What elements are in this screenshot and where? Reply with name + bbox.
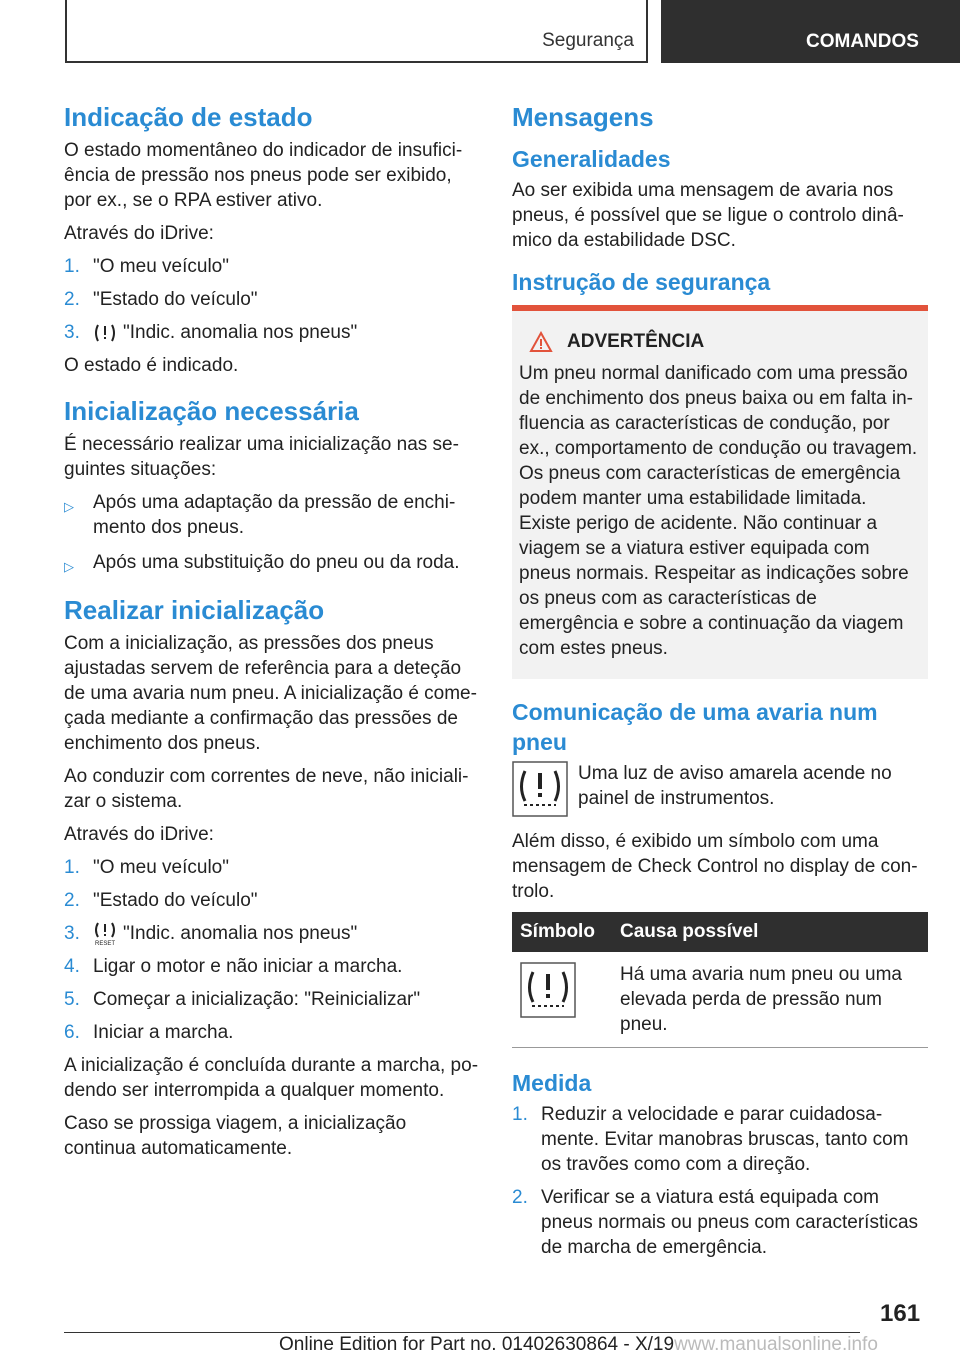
symbol-table xyxy=(512,912,928,1048)
tire-pressure-warning-icon xyxy=(512,761,568,817)
header-section-label: Segurança xyxy=(542,30,634,51)
warning-box xyxy=(512,305,928,679)
list-item: 1. "O meu veículo" xyxy=(64,857,229,878)
init-needed-title: Inicialização necessária xyxy=(64,396,359,426)
header-chapter-label: COMANDOS xyxy=(806,31,919,52)
list-item: 1. "O meu veículo" xyxy=(64,256,229,277)
status-p1: O estado momentâneo do indicador de insuficiência de pressão nos pneus pode ser exibido, por ex., se o RPA estiver ativo. xyxy=(64,140,463,211)
init-needed-p1: É necessário realizar uma inicialização nas seguintes situações: xyxy=(64,434,459,480)
report-p2: Além disso, é exibido um símbolo com uma mensagem de Check Control no display de controlo. xyxy=(512,831,918,902)
list-item: 6. Iniciar a marcha. xyxy=(64,1022,234,1043)
warning-head xyxy=(529,331,920,353)
table-cell-symbol xyxy=(512,952,612,1048)
page-number: 161 xyxy=(880,1300,921,1327)
general-title: Generalidades xyxy=(512,146,671,172)
list-item: 5. Começar a inicialização: "Reinicializar" xyxy=(64,989,421,1010)
bullet-triangle-icon: ▷ xyxy=(64,499,74,514)
table-row xyxy=(512,952,928,1048)
do-init-p3: Através do iDrive: xyxy=(64,824,214,845)
measure-steps xyxy=(512,1102,928,1260)
warning-label: ADVERTÊNCIA xyxy=(567,331,705,352)
status-title: Indicação de estado xyxy=(64,102,313,132)
do-init-p2: Ao conduzir com correntes de neve, não inicializar o sistema. xyxy=(64,766,469,812)
list-item: 2. "Estado do veículo" xyxy=(64,890,258,911)
safety-title: Instrução de segurança xyxy=(512,269,771,295)
status-steps xyxy=(64,254,479,345)
do-init-title: Realizar inicialização xyxy=(64,595,325,625)
warning-text: Um pneu normal danificado com uma pressão de enchimento dos pneus baixa ou em falta influencia as características de condução, por ex., comportamento de condução ou travagem. Os pneus com características de emergência podem manter uma estabilidade limitada. Existe perigo de acidente. Não continuar a viagem se a viatura estiver equipada com pneus normais. Respeitar as indicações sobre os pneus com as características de emergência e sobre a continuação da viagem com estes pneus. xyxy=(519,363,918,659)
header-chapter xyxy=(661,0,960,63)
list-item: 4. Ligar o motor e não iniciar a marcha. xyxy=(64,956,403,977)
list-item: 1. Reduzir a velocidade e parar cuidadosamente. Evitar manobras bruscas, tanto com os travões como com a direção. xyxy=(512,1104,909,1175)
do-init-p1: Com a inicialização, as pressões dos pneus ajustadas servem de referência para a deteção de uma avaria num pneu. A inicialização é começada mediante a confirmação das pressões de enchimento dos pneus. xyxy=(64,633,477,754)
footer xyxy=(279,1334,878,1356)
tire-pressure-warning-icon xyxy=(520,962,576,1018)
left-column xyxy=(64,100,479,1169)
tire-reset-icon xyxy=(93,922,117,946)
general-p1: Ao ser exibida uma mensagem de avaria nos pneus, é possível que se ligue o controlo dinâmico da estabilidade DSC. xyxy=(512,180,904,251)
measure-title: Medida xyxy=(512,1070,592,1096)
status-p2: Através do iDrive: xyxy=(64,223,214,244)
do-init-p4: A inicialização é concluída durante a marcha, podendo ser interrompida a qualquer momento. xyxy=(64,1055,479,1101)
right-column xyxy=(512,100,928,1268)
warning-triangle-icon xyxy=(529,331,553,353)
table-header-cause: Causa possível xyxy=(612,912,928,952)
svg-text:RESET: RESET xyxy=(94,940,116,946)
list-item: ▷ Após uma substituição do pneu ou da roda. xyxy=(64,550,479,579)
tpm-row xyxy=(512,761,928,817)
status-p3: O estado é indicado. xyxy=(64,355,239,376)
list-item: 2. "Estado do veículo" xyxy=(64,289,258,310)
report-p1: Uma luz de aviso amarela acende no painel de instrumentos. xyxy=(578,763,892,809)
tire-warning-icon xyxy=(93,322,117,344)
bullet-triangle-icon: ▷ xyxy=(64,559,74,574)
init-needed-bullets xyxy=(64,490,479,579)
table-header-row xyxy=(512,912,928,952)
footer-divider xyxy=(64,1332,860,1333)
report-title: Comunicação de uma avaria num pneu xyxy=(512,699,878,755)
list-item: 2. Verificar se a viatura está equipada com pneus normais ou pneus com características de marcha de emergência. xyxy=(512,1187,919,1258)
footer-edition: Online Edition for Part no. 01402630864 - X/19 xyxy=(279,1334,675,1355)
header-section xyxy=(65,0,648,63)
list-item: 3. RESET "Indic. anomalia nos pneus" xyxy=(64,923,358,946)
warning-bar xyxy=(512,305,928,311)
watermark: www.manualsonline.info xyxy=(674,1334,878,1355)
table-header-symbol: Símbolo xyxy=(512,912,612,952)
table-cell-cause: Há uma avaria num pneu ou uma elevada perda de pressão num pneu. xyxy=(612,952,928,1048)
list-item: ▷ Após uma adaptação da pressão de enchimento dos pneus. xyxy=(64,492,456,538)
do-init-p5: Caso se prossiga viagem, a inicialização continua automaticamente. xyxy=(64,1113,407,1159)
list-item: 3. "Indic. anomalia nos pneus" xyxy=(64,322,358,343)
messages-title: Mensagens xyxy=(512,102,654,132)
do-init-steps xyxy=(64,855,479,1045)
